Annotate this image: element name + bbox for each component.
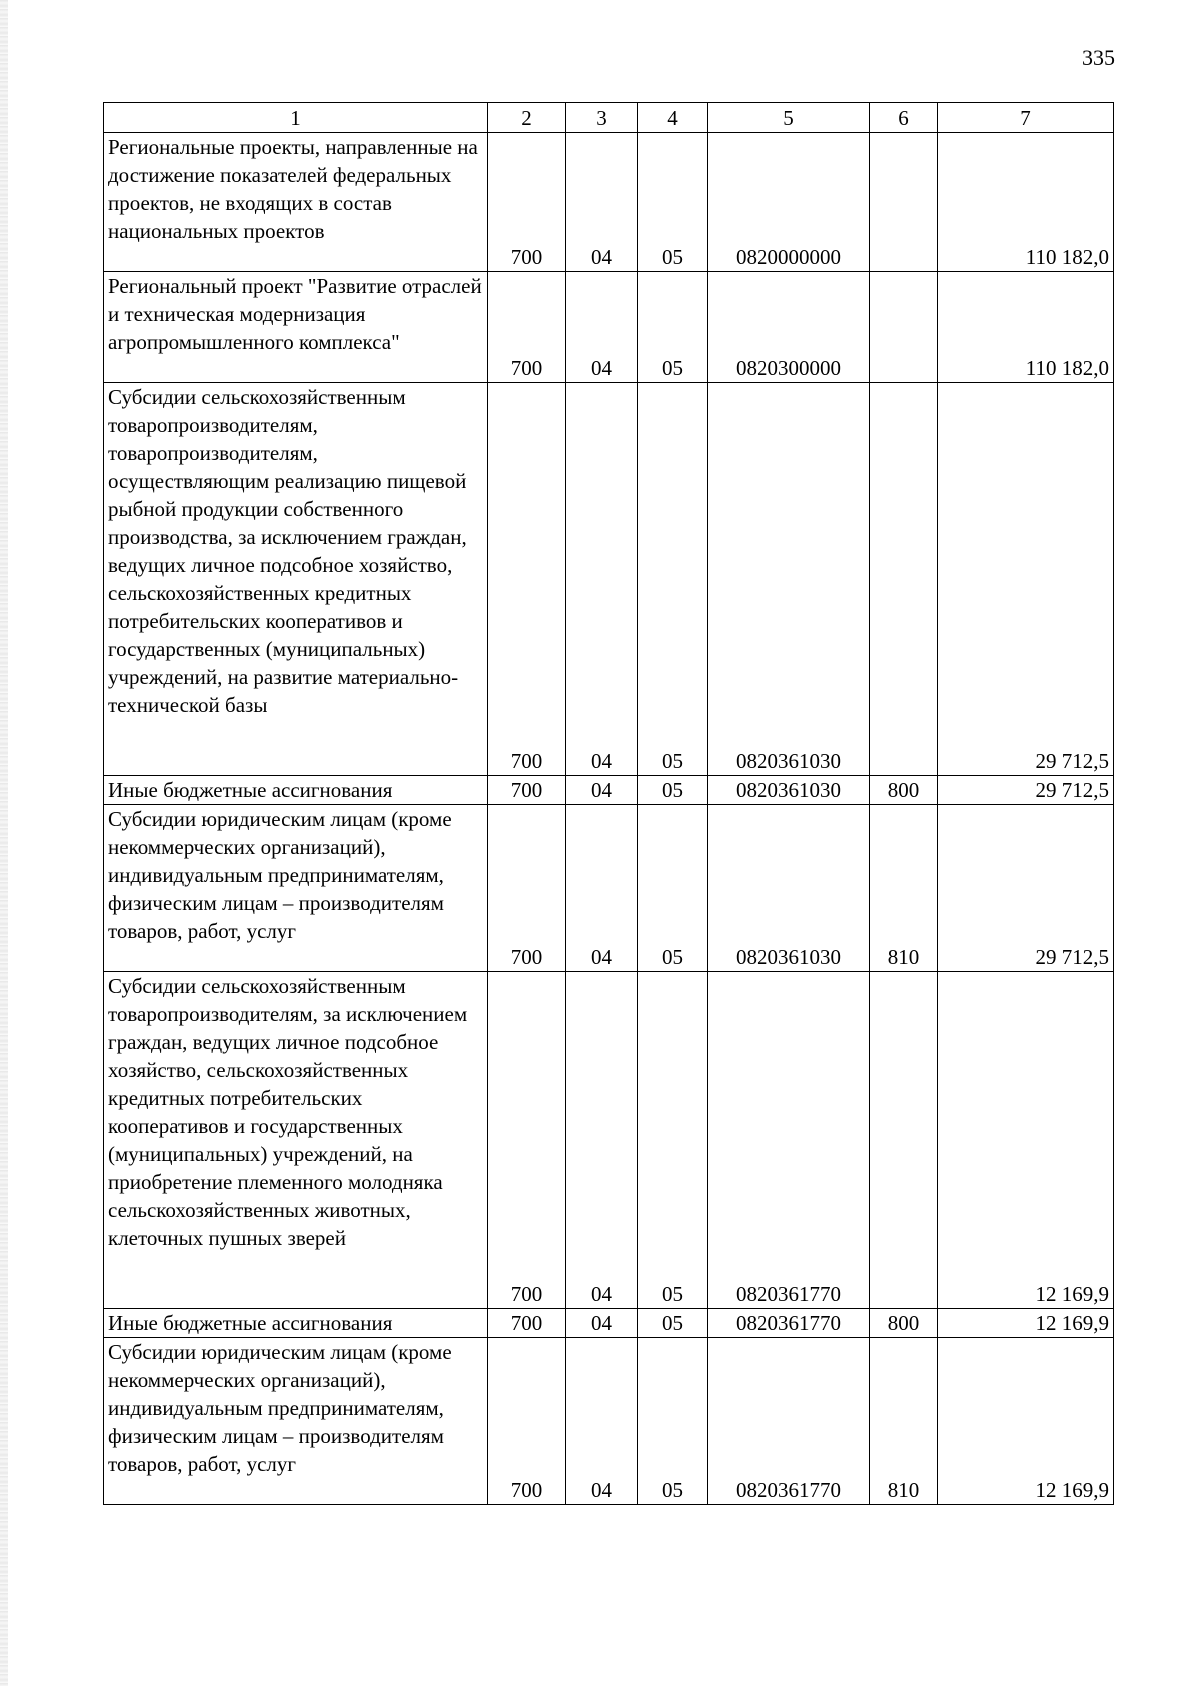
- cell-col2: 700: [488, 972, 566, 1309]
- header-cell: 2: [488, 103, 566, 133]
- table-row: [104, 1338, 1114, 1505]
- header-cell: 6: [870, 103, 938, 133]
- cell-col2: 700: [488, 383, 566, 776]
- cell-amount: 29 712,5: [938, 805, 1114, 972]
- table-row: [104, 383, 1114, 776]
- cell-amount: 29 712,5: [938, 776, 1114, 805]
- scan-edge: [0, 0, 8, 1686]
- cell-col3: 04: [566, 133, 638, 272]
- cell-col2: 700: [488, 776, 566, 805]
- row-name: Региональные проекты, направленные на достижение показателей федеральных проектов, не входящих в состав национальных проектов: [104, 133, 488, 272]
- cell-col3: 04: [566, 805, 638, 972]
- cell-col5: 0820361030: [708, 805, 870, 972]
- budget-table: [103, 102, 1114, 1505]
- cell-col2: 700: [488, 272, 566, 383]
- cell-col3: 04: [566, 972, 638, 1309]
- table-row: [104, 776, 1114, 805]
- cell-col3: 04: [566, 1309, 638, 1338]
- cell-col2: 700: [488, 805, 566, 972]
- cell-col2: 700: [488, 133, 566, 272]
- cell-col5: 0820361030: [708, 383, 870, 776]
- cell-col5: 0820361770: [708, 1338, 870, 1505]
- page-number: 335: [1082, 45, 1115, 70]
- cell-col6: [870, 383, 938, 776]
- header-cell: 4: [638, 103, 708, 133]
- cell-col4: 05: [638, 1338, 708, 1505]
- cell-amount: 12 169,9: [938, 1309, 1114, 1338]
- row-name: Иные бюджетные ассигнования: [104, 1309, 488, 1338]
- table-row: [104, 272, 1114, 383]
- cell-col3: 04: [566, 776, 638, 805]
- table-row: [104, 972, 1114, 1309]
- table-row: [104, 805, 1114, 972]
- cell-col5: 0820000000: [708, 133, 870, 272]
- cell-amount: 110 182,0: [938, 133, 1114, 272]
- cell-col6: 800: [870, 1309, 938, 1338]
- cell-col4: 05: [638, 776, 708, 805]
- cell-col2: 700: [488, 1338, 566, 1505]
- cell-col6: 810: [870, 1338, 938, 1505]
- table-row: [104, 133, 1114, 272]
- header-cell: 5: [708, 103, 870, 133]
- row-name: Региональный проект "Развитие отраслей и техническая модернизация агропромышленного комплекса": [104, 272, 488, 383]
- row-name: Субсидии сельскохозяйственным товаропроизводителям, товаропроизводителям, осуществляющим реализацию пищевой рыбной продукции собственного производства, за исключением граждан, ведущих личное подсобное хозяйство, сельскохозяйственных кредитных потребительских кооперативов и государственных (муниципальных) учреждений, на развитие материально-технической базы: [104, 383, 488, 776]
- cell-col4: 05: [638, 972, 708, 1309]
- row-name: Субсидии сельскохозяйственным товаропроизводителям, за исключением граждан, ведущих личное подсобное хозяйство, сельскохозяйственных кредитных потребительских кооперативов и государственных (муниципальных) учреждений, на приобретение племенного молодняка сельскохозяйственных животных, клеточных пушных зверей: [104, 972, 488, 1309]
- cell-col3: 04: [566, 272, 638, 383]
- row-name: Субсидии юридическим лицам (кроме некоммерческих организаций), индивидуальным предпринимателям, физическим лицам – производителям товаров, работ, услуг: [104, 1338, 488, 1505]
- cell-col2: 700: [488, 1309, 566, 1338]
- cell-col5: 0820361770: [708, 1309, 870, 1338]
- header-cell: 1: [104, 103, 488, 133]
- cell-col5: 0820361770: [708, 972, 870, 1309]
- cell-col3: 04: [566, 1338, 638, 1505]
- cell-col4: 05: [638, 272, 708, 383]
- cell-col4: 05: [638, 1309, 708, 1338]
- header-cell: 3: [566, 103, 638, 133]
- cell-amount: 12 169,9: [938, 972, 1114, 1309]
- row-name: Субсидии юридическим лицам (кроме некоммерческих организаций), индивидуальным предпринимателям, физическим лицам – производителям товаров, работ, услуг: [104, 805, 488, 972]
- table-row: [104, 1309, 1114, 1338]
- cell-col4: 05: [638, 383, 708, 776]
- cell-col6: [870, 133, 938, 272]
- cell-col3: 04: [566, 383, 638, 776]
- cell-amount: 110 182,0: [938, 272, 1114, 383]
- cell-col4: 05: [638, 805, 708, 972]
- cell-col5: 0820361030: [708, 776, 870, 805]
- cell-col6: [870, 272, 938, 383]
- cell-amount: 12 169,9: [938, 1338, 1114, 1505]
- cell-amount: 29 712,5: [938, 383, 1114, 776]
- cell-col6: [870, 972, 938, 1309]
- header-cell: 7: [938, 103, 1114, 133]
- cell-col5: 0820300000: [708, 272, 870, 383]
- table-header-row: [104, 103, 1114, 133]
- cell-col6: 800: [870, 776, 938, 805]
- cell-col6: 810: [870, 805, 938, 972]
- cell-col4: 05: [638, 133, 708, 272]
- row-name: Иные бюджетные ассигнования: [104, 776, 488, 805]
